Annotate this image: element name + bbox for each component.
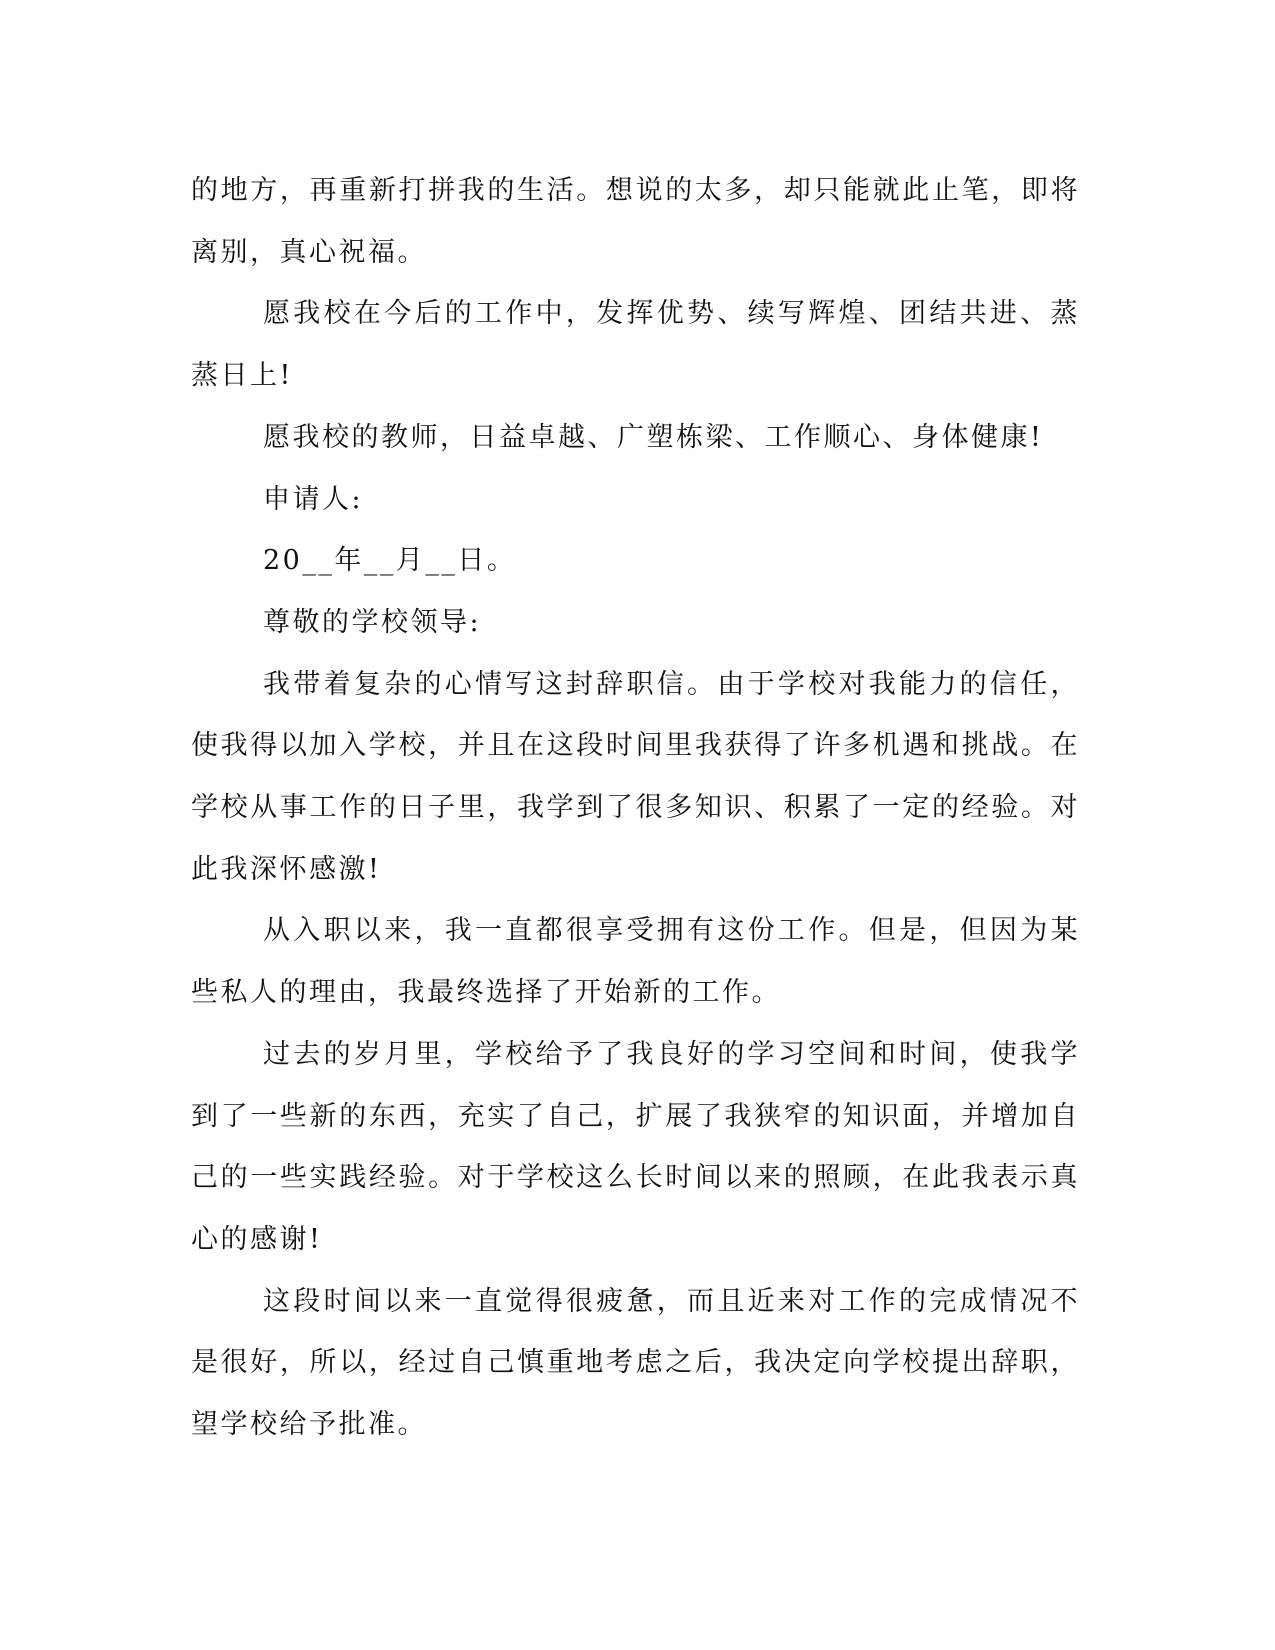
paragraph-wish-school: 愿我校在今后的工作中，发挥优势、续写辉煌、团结共进、蒸蒸日上!	[191, 298, 1080, 392]
paragraph-continued: 的地方，再重新打拼我的生活。想说的太多，却只能就此止笔，即将离别，真心祝福。	[191, 175, 1080, 268]
date-line: 20__年__月__日。	[263, 545, 517, 577]
paragraph-body: 过去的岁月里，学校给予了我良好的学习空间和时间，使我学到了一些新的东西，充实了自己，扩展了我狭窄的知识面，并增加自己的一些实践经验。对于学校这么长时间以来的照顾，在此我表示真心的感谢!	[191, 1038, 1080, 1255]
salutation: 尊敬的学校领导:	[263, 606, 482, 638]
paragraph-body: 从入职以来，我一直都很享受拥有这份工作。但是，但因为某些私人的理由，我最终选择了开始新的工作。	[191, 915, 1080, 1009]
document-body	[191, 160, 1080, 1456]
applicant-label: 申请人:	[263, 483, 364, 515]
paragraph-wish-teachers: 愿我校的教师，日益卓越、广塑栋梁、工作顺心、身体健康!	[263, 421, 1044, 453]
paragraph-body: 这段时间以来一直觉得很疲惫，而且近来对工作的完成情况不是很好，所以，经过自己慎重地考虑之后，我决定向学校提出辞职，望学校给予批准。	[191, 1285, 1080, 1441]
paragraph-body: 我带着复杂的心情写这封辞职信。由于学校对我能力的信任，使我得以加入学校，并且在这段时间里我获得了许多机遇和挑战。在学校从事工作的日子里，我学到了很多知识、积累了一定的经验。对此我深怀感激!	[191, 668, 1080, 885]
